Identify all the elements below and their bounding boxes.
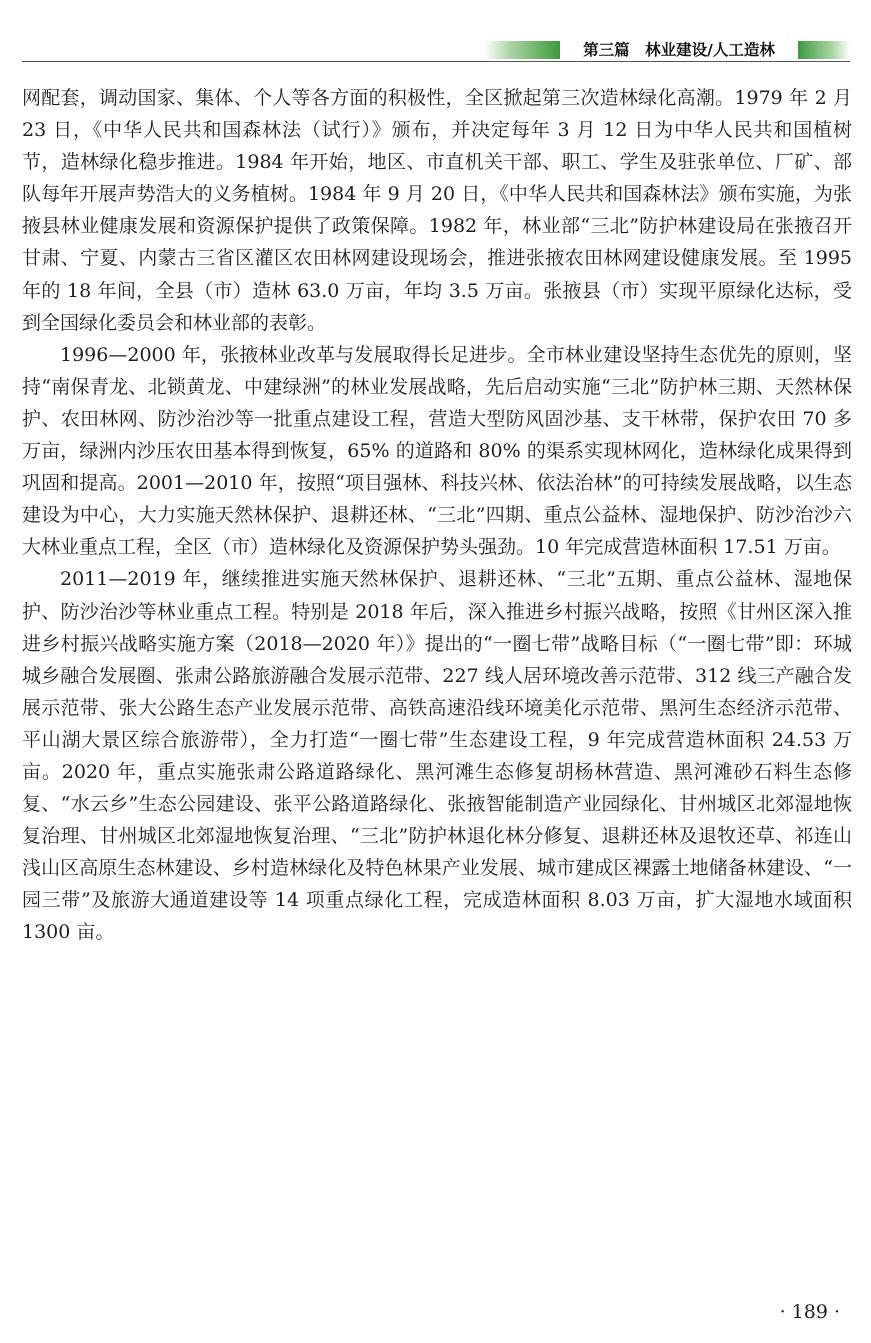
paragraph-2: 1996—2000 年，张掖林业改革与发展取得长足进步。全市林业建设坚持生态优先的原则，坚持“南保青龙、北锁黄龙、中建绿洲”的林业发展战略，先后启动实施“三北”防护林三期、天然林保护、农田林网、防沙治沙等一批重点建设工程，营造大型防风固沙基、支干林带，保护农田 70 多万亩，绿洲内沙压农田基本得到恢复，65% 的道路和 80% 的渠系实现林网化，造林绿化成果得到巩固和提高。2001—2010 年，按照“项目强林、科技兴林、依法治林”的可持续发展战略，以生态建设为中心，大力实施天然林保护、退耕还林、“三北”四期、重点公益林、湿地保护、防沙治沙六大林业重点工程，全区（市）造林绿化及资源保护势头强劲。10 年完成营造林面积 17.51 万亩。 [22,343,852,559]
running-header [22,40,850,64]
body-text [22,82,852,949]
header-section-title: 第三篇 林业建设/人工造林 [583,41,775,59]
paragraph-3: 2011—2019 年，继续推进实施天然林保护、退耕还林、“三北”五期、重点公益林、湿地保护、防沙治沙等林业重点工程。特别是 2018 年后，深入推进乡村振兴战略，按照《甘州区深入推进乡村振兴战略实施方案（2018—2020 年）》提出的“一圈七带”战略目标（“一圈七带”即：环城城乡融合发展圈、张肃公路旅游融合发展示范带、227 线人居环境改善示范带、312 线三产融合发展示范带、张大公路生态产业发展示范带、高铁高速沿线环境美化示范带、黑河生态经济示范带、平山湖大景区综合旅游带），全力打造“一圈七带”生态建设工程，9 年完成营造林面积 24.53 万亩。2020 年，重点实施张肃公路道路绿化、黑河滩生态修复胡杨林营造、黑河滩砂石料生态修复、“水云乡”生态公园建设、张平公路道路绿化、张掖智能制造产业园绿化、甘州城区北郊湿地恢复治理、甘州城区北郊湿地恢复治理、“三北”防护林退化林分修复、退耕还林及退牧还草、祁连山浅山区高原生态林建设、乡村造林绿化及特色林果产业发展、城市建成区裸露土地储备林建设、“一园三带”及旅游大通道建设等 14 项重点绿化工程，完成造林面积 8.03 万亩，扩大湿地水域面积 1300 亩。 [22,568,852,944]
paragraph-1: 网配套，调动国家、集体、个人等各方面的积极性，全区掀起第三次造林绿化高潮。1979 年 2 月 23 日，《中华人民共和国森林法（试行）》颁布，并决定每年 3 月 12 日为中华人民共和国植树节，造林绿化稳步推进。1984 年开始，地区、市直机关干部、职工、学生及驻张单位、厂矿、部队每年开展声势浩大的义务植树。1984 年 9 月 20 日，《中华人民共和国森林法》颁布实施，为张掖县林业健康发展和资源保护提供了政策保障。1982 年，林业部“三北”防护林建设局在张掖召开甘肃、宁夏、内蒙古三省区灌区农田林网建设现场会，推进张掖农田林网建设健康发展。至 1995 年的 18 年间，全县（市）造林 63.0 万亩，年均 3.5 万亩。张掖县（市）实现平原绿化达标，受到全国绿化委员会和林业部的表彰。 [22,87,852,334]
page-number: · 189 · [779,1301,840,1323]
header-green-bar-left [484,41,560,59]
header-green-bar-right [798,41,850,59]
header-rule [22,61,850,62]
